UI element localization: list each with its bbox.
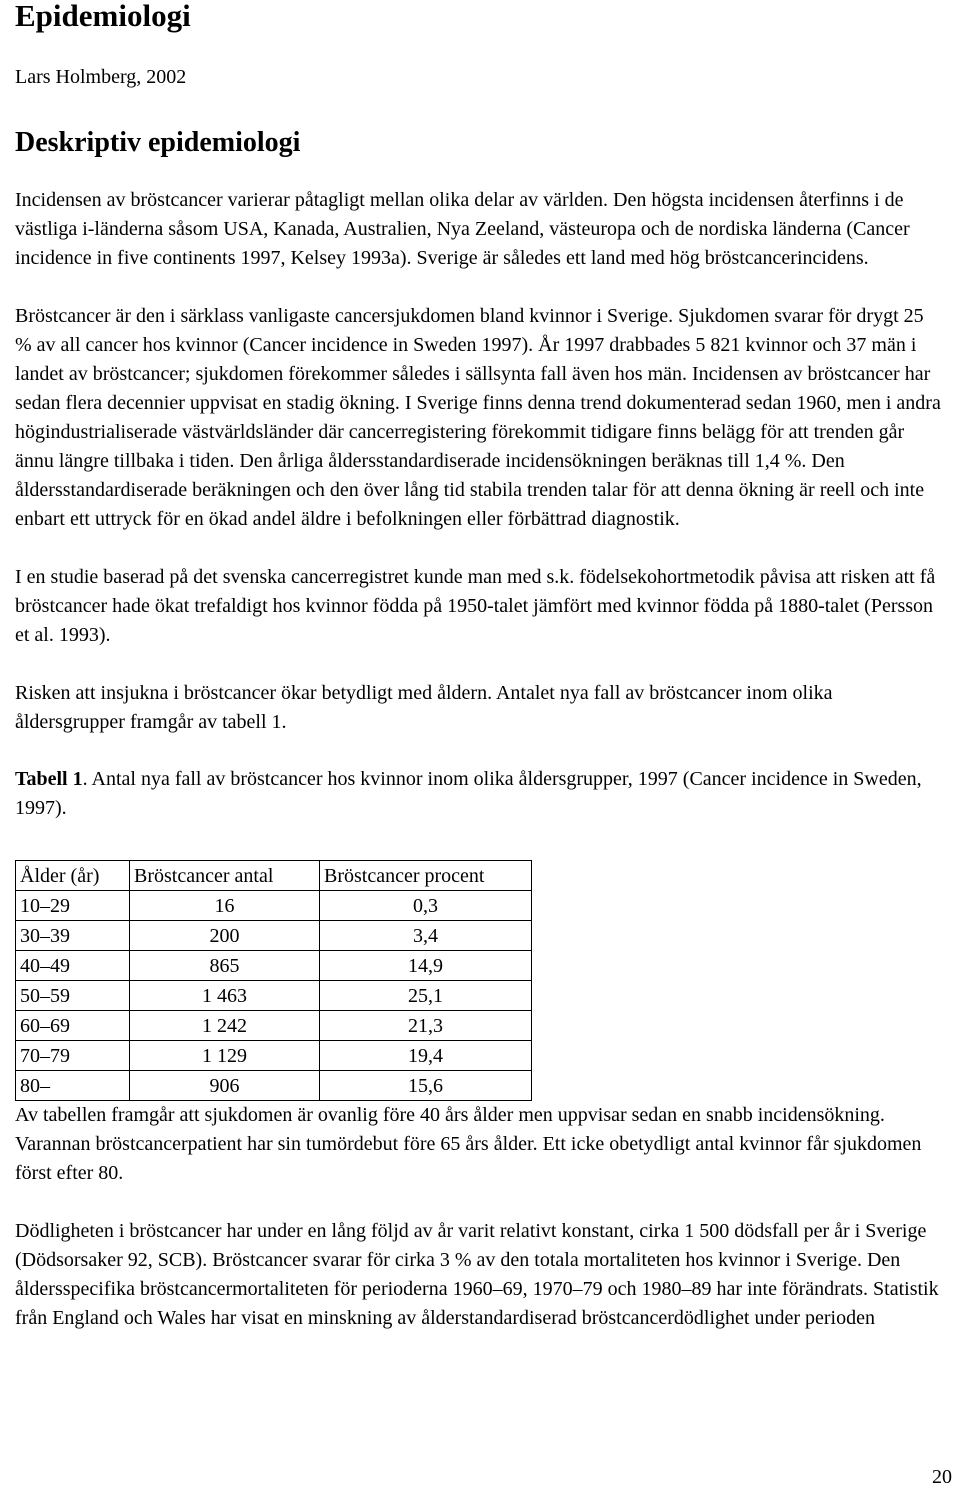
table-cell-count: 1 242	[130, 1011, 320, 1041]
table-row	[16, 1041, 532, 1071]
table-caption-label: Tabell 1	[15, 768, 83, 790]
table-row	[16, 891, 532, 921]
author-line: Lars Holmberg, 2002	[15, 66, 187, 88]
table-cell-count: 1 463	[130, 981, 320, 1011]
table-cell-count: 865	[130, 951, 320, 981]
table-cell-age: 30–39	[16, 921, 130, 951]
table-row	[16, 1011, 532, 1041]
paragraph-mortality: Dödligheten i bröstcancer har under en lång följd av år varit relativt konstant, cirka 1 500 dödsfall per år i Sverige (Dödsorsaker 92, SCB). Bröstcancer svarar för cirka 3 % av den totala mortaliteten hos kvinnor i Sverige. Den åldersspecifika bröstcancermortaliteten för perioderna 1960–69, 1970–79 och 1980–89 har inte förändrats. Statistik från England och Wales har visat en minskning av ålderstandardiserad bröstcancerdödlighet under perioden	[15, 1220, 939, 1329]
page-number: 20	[932, 1466, 952, 1488]
document-title: Epidemiologi	[15, 0, 191, 33]
table-cell-percent: 0,3	[320, 891, 532, 921]
paragraph-incidence-sweden: Bröstcancer är den i särklass vanligaste cancersjukdomen bland kvinnor i Sverige. Sjukdomen svarar för drygt 25 % av all cancer hos kvinnor (Cancer incidence in Sweden 1997). År 1997 drabbades 5 821 kvinnor och 37 män i landet av bröstcancer; sjukdomen förekommer således i sällsynta fall även hos män. Incidensen av bröstcancer har sedan flera decennier uppvisat en stadig ökning. I Sverige finns denna trend dokumenterad sedan 1960, men i andra högindustrialiserade västvärldsländer där cancerregistering förekommit tidigare finns belägg för att trenden går ännu längre tillbaka i tiden. Den årliga åldersstandardiserade incidensökningen beräknas till 1,4 %. Den åldersstandardiserade beräkningen och den över lång tid stabila trenden talar för att denna ökning är reell och inte enbart ett uttryck för en ökad andel äldre i befolkningen eller förbättrad diagnostik.	[15, 305, 941, 530]
table-cell-count: 16	[130, 891, 320, 921]
table-row	[16, 1071, 532, 1101]
table-header-cell: Bröstcancer procent	[320, 861, 532, 891]
paragraph-age-risk: Risken att insjukna i bröstcancer ökar betydligt med åldern. Antalet nya fall av bröstcancer inom olika åldersgrupper framgår av tabell 1.	[15, 682, 833, 733]
paragraph-table-summary: Av tabellen framgår att sjukdomen är ovanlig före 40 års ålder men uppvisar sedan en snabb incidensökning. Varannan bröstcancerpatient har sin tumördebut före 65 års ålder. Ett icke obetydligt antal kvinnor får sjukdomen först efter 80.	[15, 1104, 922, 1184]
table-row	[16, 951, 532, 981]
table-cell-percent: 15,6	[320, 1071, 532, 1101]
document-page	[15, 0, 945, 1333]
table-header-cell: Bröstcancer antal	[130, 861, 320, 891]
table-cell-percent: 14,9	[320, 951, 532, 981]
table-cell-percent: 19,4	[320, 1041, 532, 1071]
table-header-row	[16, 861, 532, 891]
table-cell-percent: 21,3	[320, 1011, 532, 1041]
table-cell-age: 50–59	[16, 981, 130, 1011]
age-incidence-table	[15, 860, 532, 1101]
table-caption	[15, 765, 945, 823]
table-cell-count: 1 129	[130, 1041, 320, 1071]
table-cell-age: 60–69	[16, 1011, 130, 1041]
table-cell-age: 80–	[16, 1071, 130, 1101]
table-cell-age: 70–79	[16, 1041, 130, 1071]
table-row	[16, 981, 532, 1011]
table-cell-age: 40–49	[16, 951, 130, 981]
table-row	[16, 921, 532, 951]
table-caption-text: . Antal nya fall av bröstcancer hos kvinnor inom olika åldersgrupper, 1997 (Cancer incidence in Sweden, 1997).	[15, 768, 922, 819]
table-cell-age: 10–29	[16, 891, 130, 921]
paragraph-incidence-world: Incidensen av bröstcancer varierar påtagligt mellan olika delar av världen. Den högsta incidensen återfinns i de västliga i-länderna såsom USA, Kanada, Australien, Nya Zeeland, västeuropa och de nordiska länderna (Cancer incidence in five continents 1997, Kelsey 1993a). Sverige är således ett land med hög bröstcancerincidens.	[15, 189, 910, 269]
table-cell-percent: 3,4	[320, 921, 532, 951]
table-header-cell: Ålder (år)	[16, 861, 130, 891]
table-cell-count: 906	[130, 1071, 320, 1101]
section-heading: Deskriptiv epidemiologi	[15, 127, 301, 158]
table-cell-count: 200	[130, 921, 320, 951]
paragraph-cohort-study: I en studie baserad på det svenska cancerregistret kunde man med s.k. födelsekohortmetodik påvisa att risken att få bröstcancer hade ökat trefaldigt hos kvinnor födda på 1950-talet jämfört med kvinnor födda på 1880-talet (Persson et al. 1993).	[15, 566, 936, 646]
table-cell-percent: 25,1	[320, 981, 532, 1011]
